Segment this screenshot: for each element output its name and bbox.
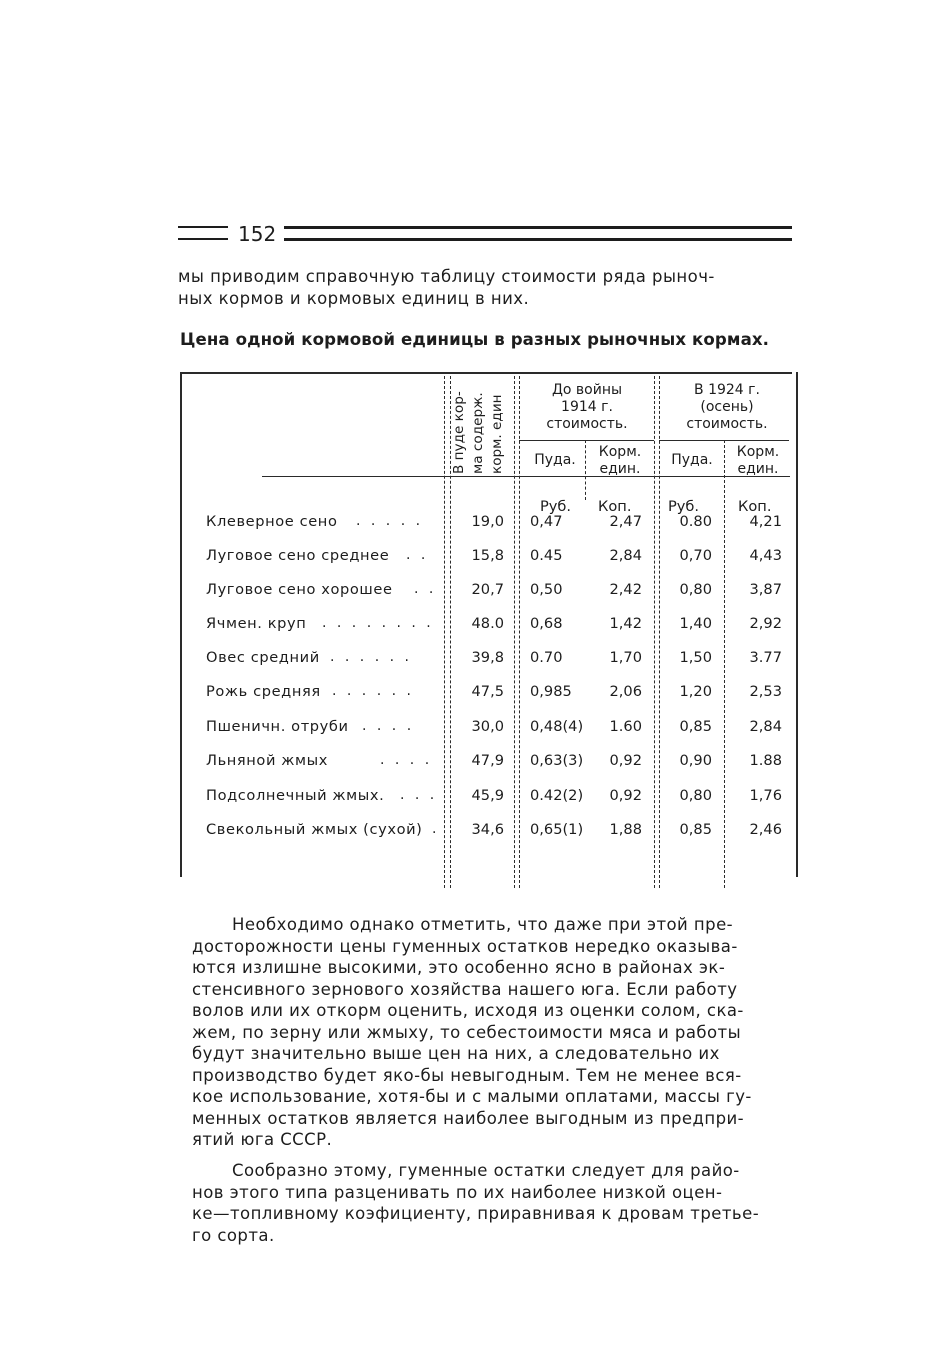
row-weight: 30,0 xyxy=(471,718,504,735)
row-prewar-korm: 2,84 xyxy=(609,547,642,564)
header-rule-right-top xyxy=(284,226,792,229)
row-name: Свекольный жмых (сухой) xyxy=(206,821,423,838)
table-top-rule xyxy=(180,372,792,374)
row-prewar-pud: 0,47 xyxy=(530,513,563,530)
row-1924-korm: 4,21 xyxy=(749,513,782,530)
row-prewar-korm: 2,06 xyxy=(609,683,642,700)
row-weight: 34,6 xyxy=(471,821,504,838)
table-row xyxy=(0,648,948,670)
row-prewar-pud: 0.70 xyxy=(530,649,563,666)
header-sub-rule-prewar xyxy=(519,440,654,441)
row-weight: 20,7 xyxy=(471,581,504,598)
weight-header xyxy=(450,378,518,474)
table-title: Цена одной кормовой единицы в разных рыночных кормах. xyxy=(180,330,770,349)
intro-line: ных кормов и кормовых единиц в них. xyxy=(178,288,530,308)
paragraph-line: менных остатков является наиболее выгодным из предпри- xyxy=(192,1108,745,1128)
paragraph-line: стенсивного зернового хозяйства нашего юга. Если работу xyxy=(192,979,738,999)
row-prewar-korm: 0,92 xyxy=(609,787,642,804)
row-1924-pud: 0,85 xyxy=(679,718,712,735)
paragraph-line: ются излишне высокими, это особенно ясно в районах эк- xyxy=(192,958,726,977)
row-prewar-pud: 0,63(3) xyxy=(530,752,584,769)
paragraph-line: нов этого типа разценивать по их наиболее низкой оцен- xyxy=(192,1182,723,1202)
row-1924-pud: 1,20 xyxy=(679,683,712,700)
leader-dots: . . . . . . xyxy=(332,683,414,699)
row-prewar-korm: 1,42 xyxy=(609,615,642,632)
row-prewar-korm: 1.60 xyxy=(609,718,642,735)
paragraph-line: будут значительно выше цен на них, а следовательно их xyxy=(192,1044,720,1063)
leader-dots: . . . . xyxy=(362,718,415,734)
row-1924-korm: 2,92 xyxy=(749,615,782,632)
paragraph-line: Сообразно этому, гуменные остатки следует для райо- xyxy=(232,1161,740,1180)
y1924-korm-header: Корм. един. xyxy=(736,444,780,477)
row-1924-korm: 1,76 xyxy=(749,787,782,804)
row-prewar-pud: 0,65(1) xyxy=(530,821,584,838)
table-row xyxy=(0,546,948,568)
y1924-pud-header: Пуда. xyxy=(671,452,713,468)
row-weight: 45,9 xyxy=(471,787,504,804)
row-prewar-korm: 1,70 xyxy=(609,649,642,666)
prewar-pud-header: Пуда. xyxy=(534,452,576,468)
row-weight: 39,8 xyxy=(471,649,504,666)
header-bottom-rule xyxy=(262,476,790,477)
row-weight: 19,0 xyxy=(471,513,504,530)
prewar-header-line: До войны xyxy=(551,382,623,398)
leader-dots: . . xyxy=(414,581,437,597)
table-row xyxy=(0,717,948,739)
closing-paragraph xyxy=(192,1160,802,1246)
y1924-header xyxy=(662,382,792,433)
row-weight: 47,5 xyxy=(471,683,504,700)
paragraph-line: кое использование, хотя-бы и с малыми оплатами, массы гу- xyxy=(192,1087,752,1106)
prewar-header-line: 1914 г. xyxy=(561,399,613,415)
paragraph-line: волов или их откорм оценить, исходя из оценки солом, ска- xyxy=(192,1001,744,1020)
paragraph-line: Необходимо однако отметить, что даже при этой пре- xyxy=(232,915,734,934)
row-1924-korm: 2,53 xyxy=(749,683,782,700)
page-number: 152 xyxy=(238,222,277,246)
row-prewar-korm: 2,42 xyxy=(609,581,642,598)
leader-dots: . . . . . . xyxy=(330,649,412,665)
row-1924-pud: 0,85 xyxy=(679,821,712,838)
row-name: Овес средний xyxy=(206,649,320,666)
row-name: Подсолнечный жмых. xyxy=(206,787,385,804)
header-rule-left-top xyxy=(178,226,228,228)
row-1924-korm: 3,87 xyxy=(749,581,782,598)
row-prewar-korm: 2,47 xyxy=(609,513,642,530)
header-rule-left-bottom xyxy=(178,238,228,240)
row-1924-korm: 2,46 xyxy=(749,821,782,838)
row-1924-korm: 4,43 xyxy=(749,547,782,564)
paragraph-line: производство будет яко-бы невыгодным. Тем не менее вся- xyxy=(192,1065,742,1085)
leader-dots: . . . . xyxy=(380,752,433,768)
row-1924-pud: 0,80 xyxy=(679,787,712,804)
leader-dots: . . . xyxy=(400,787,438,803)
row-weight: 15,8 xyxy=(471,547,504,564)
row-1924-pud: 0,90 xyxy=(679,752,712,769)
header-rule-right-bottom xyxy=(284,238,792,241)
leader-dots: . . xyxy=(406,547,429,563)
y1924-header-line: В 1924 г. xyxy=(694,382,760,398)
row-prewar-korm: 1,88 xyxy=(609,821,642,838)
unit-rub-prewar: Руб. xyxy=(540,498,572,515)
row-1924-pud: 0,70 xyxy=(679,547,712,564)
row-name: Клеверное сено xyxy=(206,513,338,530)
paragraph-line: ке—топливному коэфициенту, приравнивая к дровам третье- xyxy=(192,1204,760,1223)
row-1924-korm: 3.77 xyxy=(749,649,782,666)
body-paragraph xyxy=(192,914,802,1151)
row-name: Ячмен. круп xyxy=(206,615,307,632)
row-prewar-pud: 0,68 xyxy=(530,615,563,632)
table-row xyxy=(0,580,948,602)
prewar-header xyxy=(522,382,652,433)
table-row xyxy=(0,751,948,773)
row-prewar-pud: 0.45 xyxy=(530,547,563,564)
intro-line: мы приводим справочную таблицу стоимости ряда рыноч- xyxy=(178,267,715,286)
paragraph-line: ятий юга СССР. xyxy=(192,1130,333,1149)
unit-kop-prewar: Коп. xyxy=(598,498,632,515)
row-weight: 47,9 xyxy=(471,752,504,769)
row-prewar-pud: 0,50 xyxy=(530,581,563,598)
weight-header-line: корм. един xyxy=(489,394,505,474)
unit-rub-1924: Руб. xyxy=(668,498,700,515)
row-name: Луговое сено хорошее xyxy=(206,581,393,598)
row-1924-pud: 0.80 xyxy=(679,513,712,530)
row-name: Льняной жмых xyxy=(206,752,329,769)
row-name: Рожь средняя xyxy=(206,683,321,700)
y1924-header-line: (осень) xyxy=(700,399,754,415)
weight-header-line: В пуде кор- xyxy=(451,391,467,474)
leader-dots: . . . . . . . . xyxy=(322,615,434,631)
row-1924-pud: 1,40 xyxy=(679,615,712,632)
leader-dots: . xyxy=(432,821,440,837)
table-row xyxy=(0,512,948,534)
paragraph-line: досторожности цены гуменных остатков нередко оказыва- xyxy=(192,936,738,956)
leader-dots: . . . . . xyxy=(356,513,424,529)
row-1924-korm: 2,84 xyxy=(749,718,782,735)
paragraph-line: го сорта. xyxy=(192,1225,275,1245)
table-row xyxy=(0,682,948,704)
y1924-header-line: стоимость. xyxy=(686,416,768,432)
table-row xyxy=(0,614,948,636)
col-sep-prewar-inner xyxy=(585,440,586,500)
row-prewar-pud: 0,985 xyxy=(530,683,572,700)
row-name: Луговое сено среднее xyxy=(206,547,390,564)
paragraph-line: жем, по зерну или жмыху, то себестоимости мяса и работы xyxy=(192,1022,742,1042)
table-row xyxy=(0,786,948,808)
row-1924-pud: 1,50 xyxy=(679,649,712,666)
unit-kop-1924: Коп. xyxy=(738,498,772,515)
row-weight: 48.0 xyxy=(471,615,504,632)
weight-header-line: ма содерж. xyxy=(470,392,486,474)
row-name: Пшеничн. отруби xyxy=(206,718,349,735)
row-prewar-korm: 0,92 xyxy=(609,752,642,769)
row-prewar-pud: 0,48(4) xyxy=(530,718,584,735)
prewar-korm-header: Корм. един. xyxy=(598,444,642,477)
row-1924-korm: 1.88 xyxy=(749,752,782,769)
header-sub-rule-1924 xyxy=(659,440,789,441)
intro-paragraph xyxy=(178,266,788,309)
table-row xyxy=(0,820,948,842)
prewar-header-line: стоимость. xyxy=(546,416,628,432)
row-1924-pud: 0,80 xyxy=(679,581,712,598)
row-prewar-pud: 0.42(2) xyxy=(530,787,584,804)
